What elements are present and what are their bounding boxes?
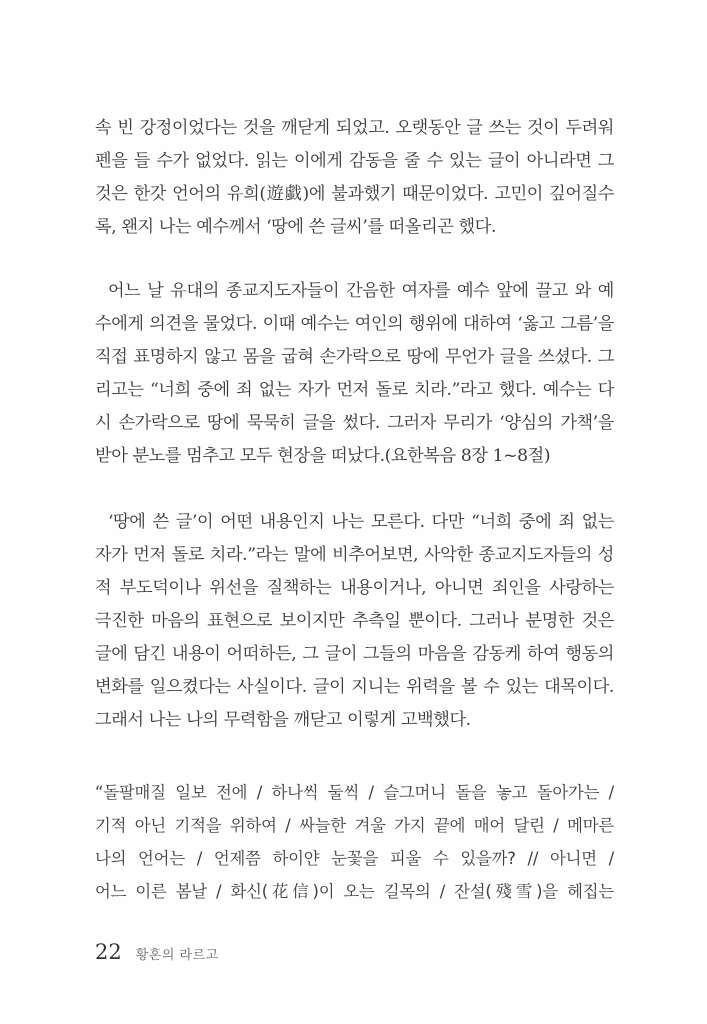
paragraph-2-line-1: 어느 날 유대의 종교지도자들이 간음한 여자를 예수 앞에 끌고 와 예 xyxy=(108,281,614,301)
paragraph-2-line-3: 직접 표명하지 않고 몸을 굽혀 손가락으로 땅에 무언가 글을 쓰셨다. 그 xyxy=(95,347,614,367)
paragraph-3-line-6: 변화를 일으켰다는 사실이다. 글이 지니는 위력을 볼 수 있는 대목이다. xyxy=(95,677,614,697)
paragraph-1-line-2: 펜을 들 수가 없었다. 읽는 이에게 감동을 줄 수 있는 글이 아니라면 그 xyxy=(95,151,614,171)
paragraph-1-line-3: 것은 한갓 언어의 유희(遊戱)에 불과했기 때문이었다. 고민이 깊어질수 xyxy=(95,184,614,204)
poem-line-1: “돌팔매질 일보 전에 / 하나씩 둘씩 / 슬그머니 돌을 놓고 돌아가는 / xyxy=(95,783,614,802)
poem-line-3: 나의 언어는 / 언제쯤 하이얀 눈꽃을 피울 수 있을까? // 아니면 / xyxy=(95,849,614,868)
page-footer xyxy=(95,940,219,970)
paragraph-3-line-4: 극진한 마음의 표현으로 보이지만 추측일 뿐이다. 그러나 분명한 것은 xyxy=(95,611,614,631)
paragraph-3-line-1: ‘땅에 쓴 글’이 어떤 내용인지 나는 모른다. 다만 “너희 중에 죄 없는 xyxy=(108,512,614,532)
paragraph-3-line-7: 그래서 나는 나의 무력함을 깨닫고 이렇게 고백했다. xyxy=(95,710,471,730)
paragraph-2-line-2: 수에게 의견을 물었다. 이때 예수는 여인의 행위에 대하여 ‘옳고 그름’을 xyxy=(95,314,614,334)
running-title: 황혼의 라르고 xyxy=(135,948,219,963)
paragraph-3-line-2: 자가 먼저 돌로 치라.”라는 말에 비추어보면, 사악한 종교지도자들의 성 xyxy=(95,545,614,565)
page-number: 22 xyxy=(95,940,122,964)
paragraph-2-line-4: 리고는 “너희 중에 죄 없는 자가 먼저 돌로 치라.”라고 했다. 예수는 다 xyxy=(95,380,614,400)
poem-line-4: 어느 이른 봄날 / 화신(花信)이 오는 길목의 / 잔설(殘雪)을 헤집는 xyxy=(95,882,614,901)
paragraph-3-line-3: 적 부도덕이나 위선을 질책하는 내용이거나, 아니면 죄인을 사랑하는 xyxy=(95,578,614,598)
paragraph-2-line-5: 시 손가락으로 땅에 묵묵히 글을 썼다. 그러자 무리가 ‘양심의 가책’을 xyxy=(95,413,614,433)
paragraph-3-line-5: 글에 담긴 내용이 어떠하든, 그 글이 그들의 마음을 감동케 하여 행동의 xyxy=(95,644,614,664)
paragraph-1-line-1: 속 빈 강정이었다는 것을 깨닫게 되었고. 오랫동안 글 쓰는 것이 두려워 xyxy=(95,118,614,138)
paragraph-1-line-4: 록, 왠지 나는 예수께서 ‘땅에 쓴 글씨’를 떠올리곤 했다. xyxy=(95,217,497,237)
poem-line-2: 기적 아닌 기적을 위하여 / 싸늘한 겨울 가지 끝에 매어 달린 / 메마른 xyxy=(95,816,614,835)
paragraph-2-line-6: 받아 분노를 멈추고 모두 현장을 떠났다.(요한복음 8장 1~8절) xyxy=(95,446,551,466)
